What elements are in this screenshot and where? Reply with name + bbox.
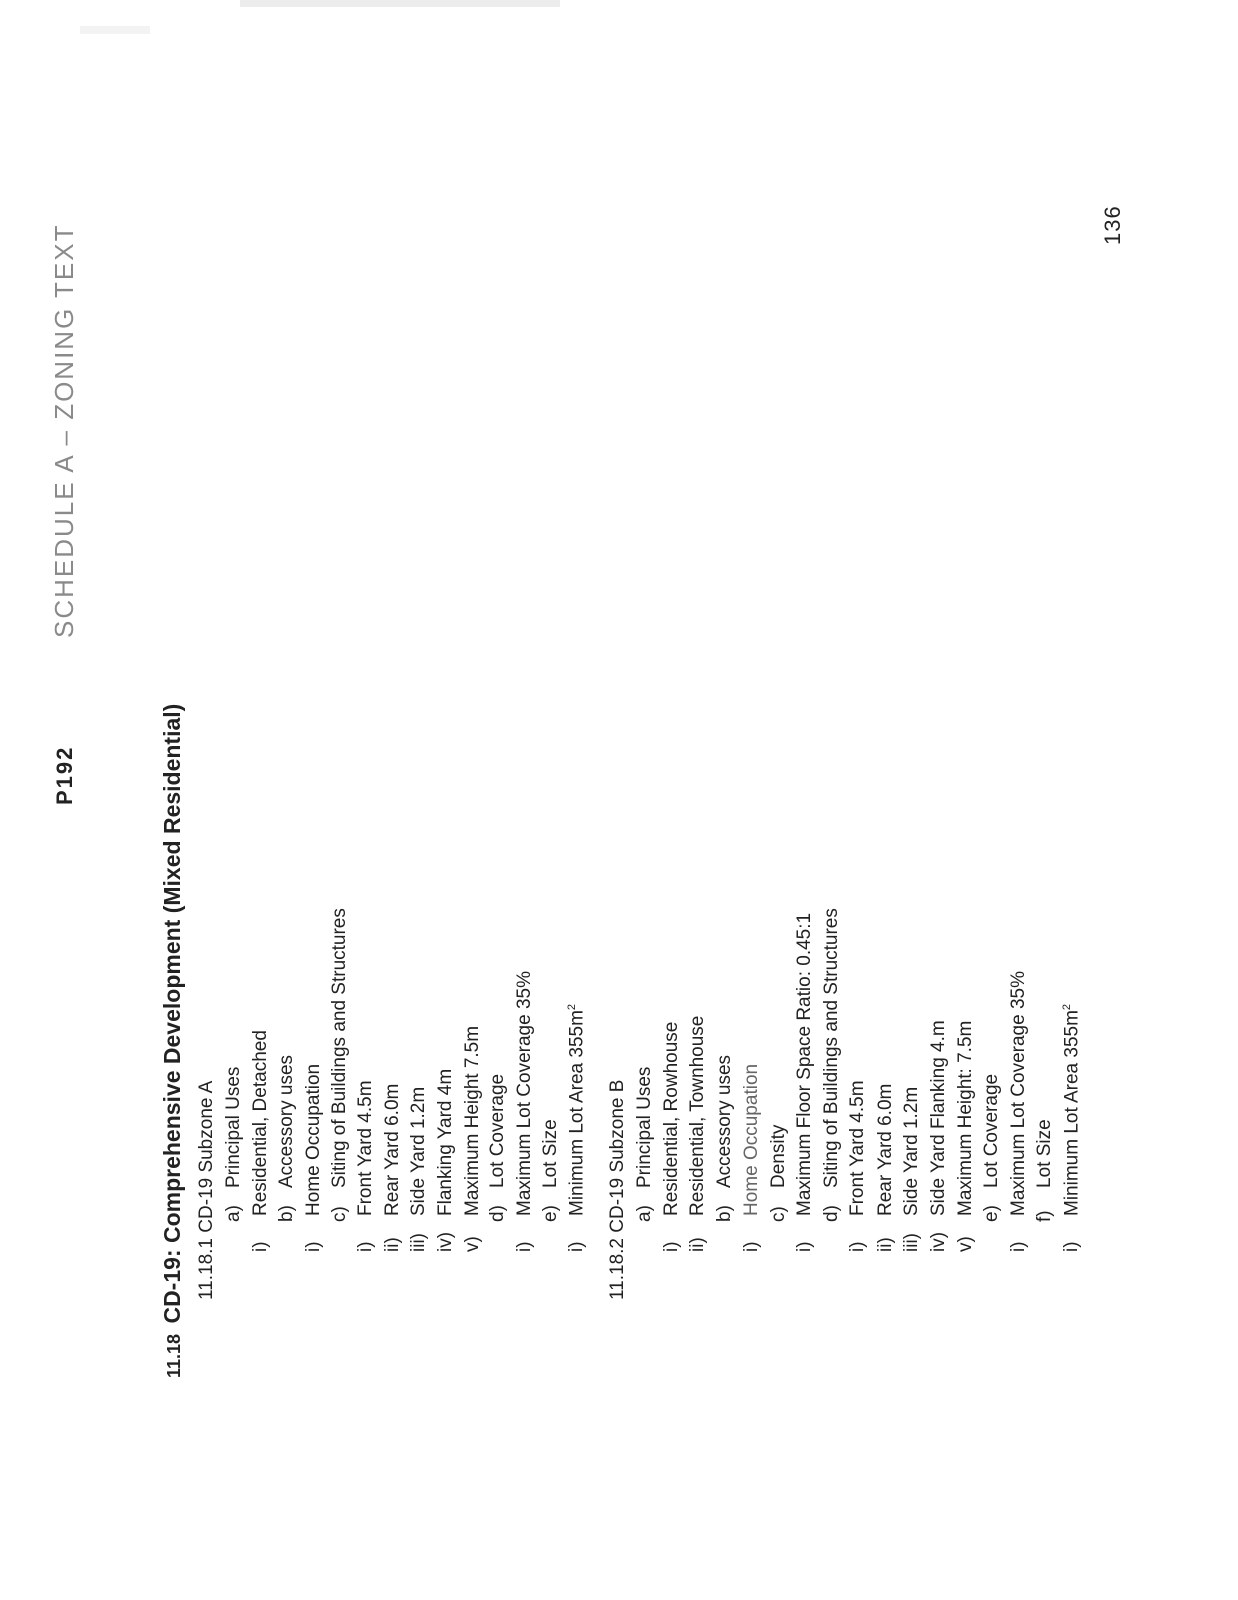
subzone-b-item-marker: i) <box>1061 1241 1082 1252</box>
superscript-2: 2 <box>1061 1003 1073 1011</box>
subzone-a-number: 11.18.1 <box>196 1238 217 1300</box>
subzone-a-item-marker: i) <box>514 1241 535 1252</box>
subzone-b-item-text: Residential, Townhouse <box>687 1015 708 1216</box>
section-title: CD-19: Comprehensive Development (Mixed Residential) <box>159 703 185 1324</box>
subzone-a-item-marker: b) <box>276 1205 297 1222</box>
subzone-b-number: 11.18.2 <box>607 1238 628 1300</box>
subzone-a-item-marker: i) <box>355 1241 376 1252</box>
section-heading <box>159 704 186 1378</box>
subzone-b-item-marker: i) <box>847 1241 868 1252</box>
subzone-a-title: CD-19 Subzone A <box>196 1080 217 1233</box>
subzone-b-item-marker: iv) <box>928 1231 949 1252</box>
subzone-a-item-text: Minimum Lot Area $355m^2$ <box>566 1003 588 1216</box>
subzone-b-item-text: Side Yard 1.2m <box>901 1086 922 1216</box>
header-code: P192 <box>52 745 77 805</box>
subzone-b-item-text: Accessory uses <box>714 1054 735 1188</box>
subzone-a-item-text: Accessory uses <box>276 1054 297 1188</box>
subzone-b-item-text: Side Yard Flanking 4.m <box>928 1020 949 1216</box>
superscript-2: 2 <box>566 1003 578 1011</box>
subzone-a-item-marker: c) <box>329 1206 350 1222</box>
subzone-a-item-text: Lot Coverage <box>487 1073 508 1188</box>
subzone-b-item-text: Maximum Floor Space Ratio: 0.45:1 <box>794 912 815 1216</box>
subzone-a-item-text: Side Yard 1.2m <box>408 1086 429 1216</box>
subzone-b-item-marker: a) <box>634 1205 655 1222</box>
subzone-b-item-marker: c) <box>768 1206 789 1222</box>
subzone-b-item-text: Home Occupation <box>741 1063 762 1216</box>
subzone-b-item-marker: ii) <box>875 1237 896 1252</box>
subzone-a-item-text: Lot Size <box>540 1119 561 1188</box>
subzone-b-title: CD-19 Subzone B <box>607 1079 628 1233</box>
subzone-a-item-text: Home Occupation <box>303 1063 324 1216</box>
subzone-a-item-marker: ii) <box>382 1237 403 1252</box>
subzone-a-heading <box>196 1081 218 1300</box>
subzone-b-item-marker: e) <box>981 1205 1002 1222</box>
subzone-a-item-marker: iv) <box>435 1231 456 1252</box>
subzone-b-item-text: Maximum Lot Coverage 35% <box>1008 971 1029 1216</box>
subzone-b-item-text: Principal Uses <box>634 1066 655 1188</box>
subzone-a-item-marker: v) <box>462 1236 483 1252</box>
subzone-b-item-marker: f) <box>1034 1210 1055 1222</box>
subzone-b-item-text: Siting of Buildings and Structures <box>821 908 842 1188</box>
section-number: 11.18 <box>164 1333 184 1378</box>
subzone-b-item-marker: v) <box>955 1236 976 1252</box>
subzone-b-item-marker: d) <box>821 1205 842 1222</box>
subzone-a-item-text: Rear Yard 6.0m <box>382 1083 403 1216</box>
header-title: SCHEDULE A – ZONING TEXT <box>49 223 79 638</box>
subzone-a-item-text: Principal Uses <box>223 1066 244 1188</box>
subzone-b-item-marker: ii) <box>687 1237 708 1252</box>
subzone-b-item-marker: iii) <box>901 1233 922 1252</box>
subzone-a-item-text: Residential, Detached <box>250 1030 271 1216</box>
subzone-b-item-text: Residential, Rowhouse <box>661 1021 682 1216</box>
subzone-b-item-marker: i) <box>661 1241 682 1252</box>
subzone-b-item-marker: i) <box>794 1241 815 1252</box>
subzone-b-item-marker: b) <box>714 1205 735 1222</box>
subzone-a-item-marker: a) <box>223 1205 244 1222</box>
subzone-b-item-marker: i) <box>1008 1241 1029 1252</box>
subzone-b-item-marker: i) <box>741 1241 762 1252</box>
subzone-a-item-marker: iii) <box>408 1233 429 1252</box>
subzone-b-item-text: Lot Coverage <box>981 1073 1002 1188</box>
subzone-a-item-text: Front Yard 4.5m <box>355 1080 376 1216</box>
subzone-a-item-marker: d) <box>487 1205 508 1222</box>
subzone-a-item-marker: i) <box>250 1241 271 1252</box>
subzone-b-item-text: Lot Size <box>1034 1119 1055 1188</box>
subzone-a-item-text: Maximum Height 7.5m <box>462 1025 483 1216</box>
subzone-a-item-marker: i) <box>303 1241 324 1252</box>
subzone-a-item-text: Maximum Lot Coverage 35% <box>514 971 535 1216</box>
subzone-b-heading <box>607 1080 629 1300</box>
subzone-a-item-marker: i) <box>566 1241 587 1252</box>
subzone-b-item-text: Rear Yard 6.0m <box>875 1083 896 1216</box>
subzone-a-item-text: Flanking Yard 4m <box>435 1068 456 1216</box>
subzone-b-item-text: Front Yard 4.5m <box>847 1080 868 1216</box>
subzone-a-item-marker: e) <box>540 1205 561 1222</box>
page-number: 136 <box>1100 205 1125 245</box>
subzone-a-item-text: Siting of Buildings and Structures <box>329 908 350 1188</box>
subzone-b-item-text: Density <box>768 1124 789 1188</box>
subzone-b-item-text: Minimum Lot Area $355m^2$ <box>1061 1003 1083 1216</box>
subzone-b-item-text: Maximum Height: 7.5m <box>955 1020 976 1216</box>
